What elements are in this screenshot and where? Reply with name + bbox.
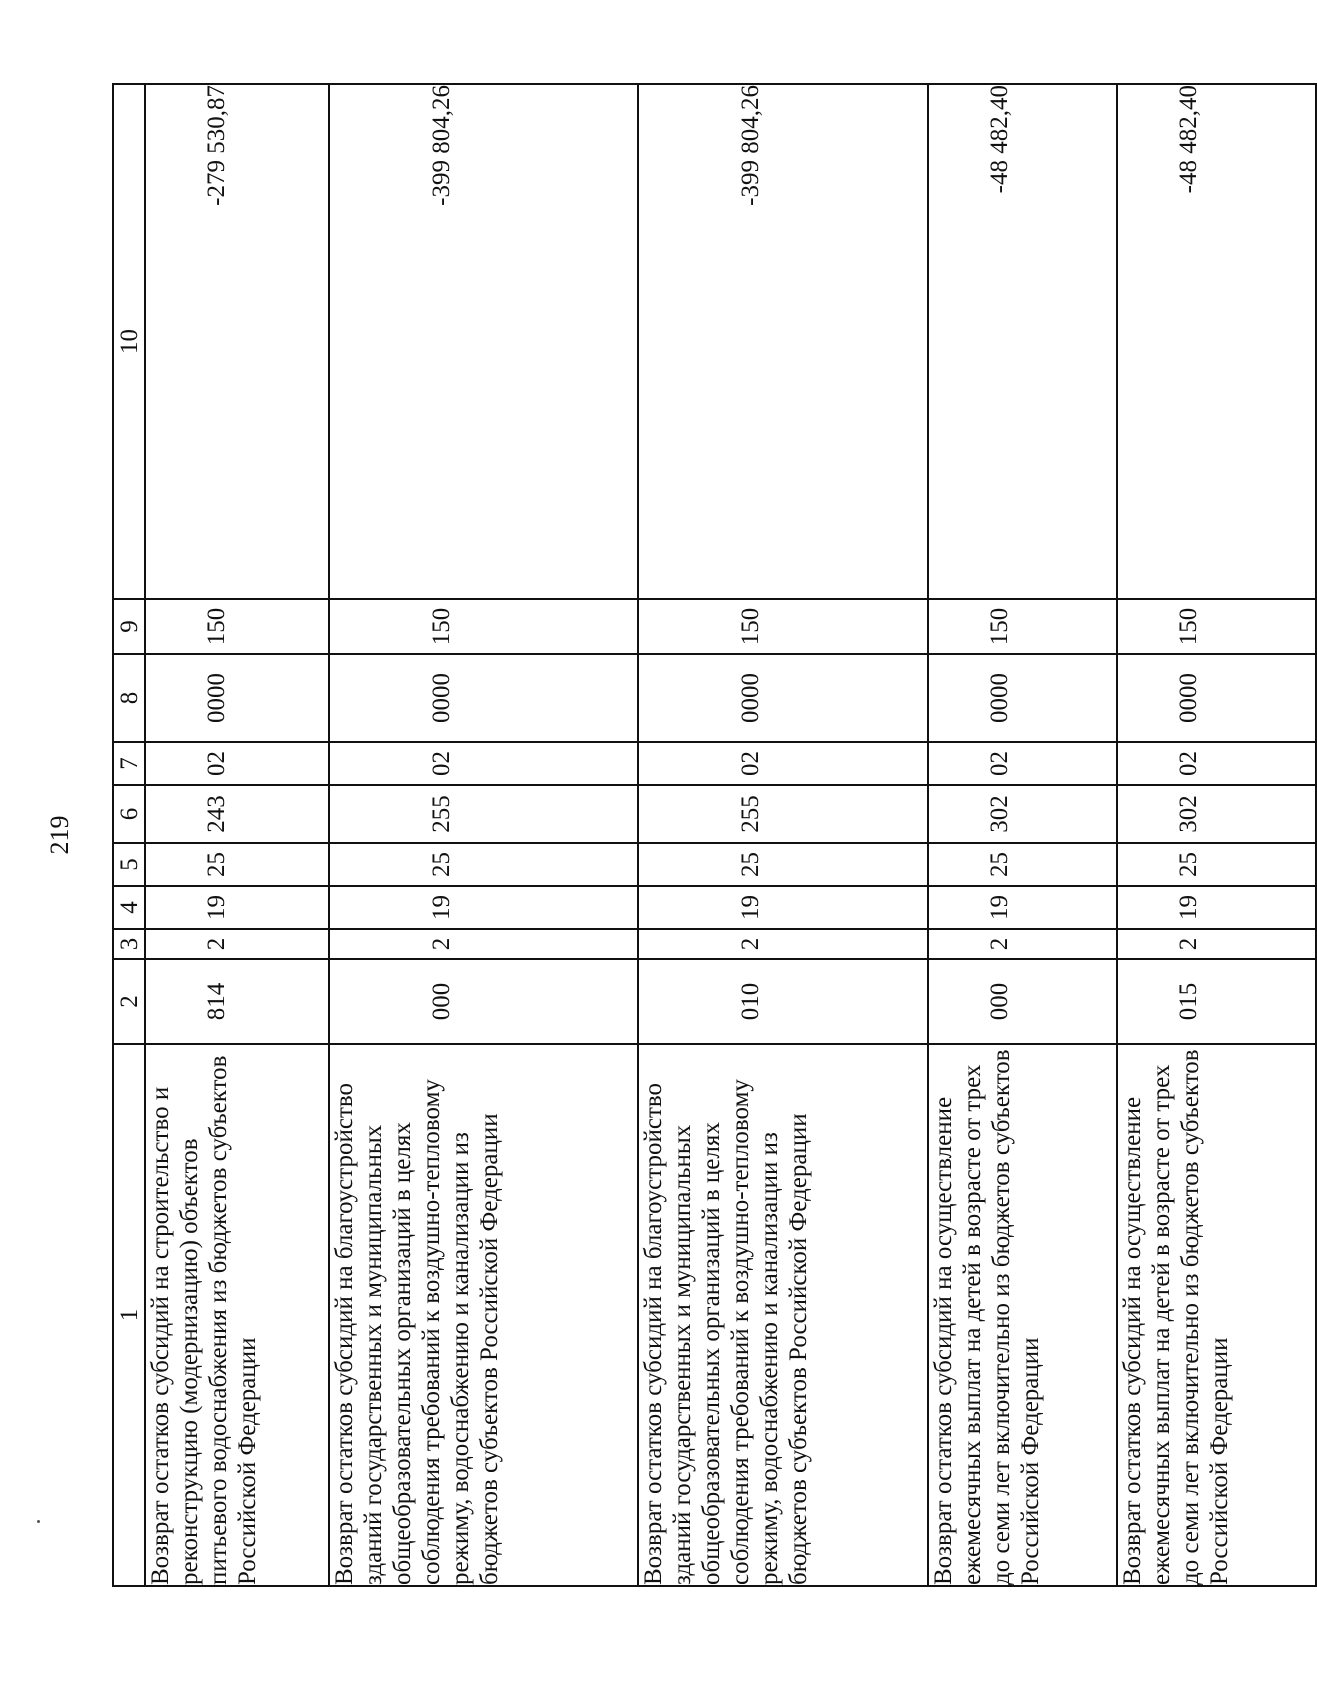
header-cell-4: 4 [113,886,145,929]
article-code-cell: 25 [145,843,329,886]
program-code-cell: 0000 [329,654,638,742]
economic-code-cell: 150 [145,599,329,654]
element-code-cell: 02 [1117,742,1316,785]
group-code-cell: 2 [638,929,928,959]
subarticle-code-cell: 302 [928,785,1117,843]
admin-code-cell: 010 [638,959,928,1044]
group-code-cell: 2 [329,929,638,959]
amount-cell: -399 804,26 [329,84,638,599]
element-code-cell: 02 [329,742,638,785]
group-code-cell: 2 [1117,929,1316,959]
subgroup-code-cell: 19 [928,886,1117,929]
subarticle-code-cell: 255 [638,785,928,843]
scan-speck [37,1520,40,1523]
table-row [329,84,638,1586]
program-code-cell: 0000 [145,654,329,742]
amount-cell: -279 530,87 [145,84,329,599]
admin-code-cell: 015 [1117,959,1316,1044]
amount-cell: -48 482,40 [1117,84,1316,599]
header-cell-1: 1 [113,1044,145,1586]
subgroup-code-cell: 19 [1117,886,1316,929]
economic-code-cell: 150 [638,599,928,654]
article-code-cell: 25 [928,843,1117,886]
header-cell-3: 3 [113,929,145,959]
table-row [928,84,1117,1586]
header-cell-2: 2 [113,959,145,1044]
table-row [145,84,329,1586]
header-row [113,84,145,1586]
element-code-cell: 02 [928,742,1117,785]
program-code-cell: 0000 [1117,654,1316,742]
economic-code-cell: 150 [1117,599,1316,654]
element-code-cell: 02 [145,742,329,785]
header-cell-5: 5 [113,843,145,886]
group-code-cell: 2 [145,929,329,959]
article-code-cell: 25 [329,843,638,886]
header-cell-6: 6 [113,785,145,843]
article-code-cell: 25 [638,843,928,886]
subarticle-code-cell: 243 [145,785,329,843]
subgroup-code-cell: 19 [145,886,329,929]
table-row [1117,84,1316,1586]
amount-cell: -48 482,40 [928,84,1117,599]
header-cell-8: 8 [113,654,145,742]
subarticle-code-cell: 255 [329,785,638,843]
program-code-cell: 0000 [638,654,928,742]
program-code-cell: 0000 [928,654,1117,742]
budget-table [112,83,1317,1587]
subarticle-code-cell: 302 [1117,785,1316,843]
row-description: Возврат остатков субсидий на благоустройство зданий государственных и муниципальных общеобразовательных организаций в целях соблюдения требований к воздушно-тепловому режиму, водоснабжению и канализации из бюджетов субъектов Российской Федерации [329,1044,638,1586]
admin-code-cell: 000 [928,959,1117,1044]
rotated-table-container [112,85,1233,1587]
row-description: Возврат остатков субсидий на строительство и реконструкцию (модернизацию) объектов питьевого водоснабжения из бюджетов субъектов Российской Федерации [145,1044,329,1586]
table-row [638,84,928,1586]
subgroup-code-cell: 19 [638,886,928,929]
admin-code-cell: 000 [329,959,638,1044]
economic-code-cell: 150 [928,599,1117,654]
row-description: Возврат остатков субсидий на осуществление ежемесячных выплат на детей в возрасте от трех до семи лет включительно из бюджетов субъектов Российской Федерации [928,1044,1117,1586]
row-description: Возврат остатков субсидий на благоустройство зданий государственных и муниципальных общеобразовательных организаций в целях соблюдения требований к воздушно-тепловому режиму, водоснабжению и канализации из бюджетов субъектов Российской Федерации [638,1044,928,1586]
header-cell-10: 10 [113,84,145,599]
article-code-cell: 25 [1117,843,1316,886]
header-cell-9: 9 [113,599,145,654]
header-cell-7: 7 [113,742,145,785]
admin-code-cell: 814 [145,959,329,1044]
subgroup-code-cell: 19 [329,886,638,929]
page-number: 219 [45,815,74,855]
amount-cell: -399 804,26 [638,84,928,599]
row-description: Возврат остатков субсидий на осуществление ежемесячных выплат на детей в возрасте от трех до семи лет включительно из бюджетов субъектов Российской Федерации [1117,1044,1316,1586]
group-code-cell: 2 [928,929,1117,959]
element-code-cell: 02 [638,742,928,785]
economic-code-cell: 150 [329,599,638,654]
